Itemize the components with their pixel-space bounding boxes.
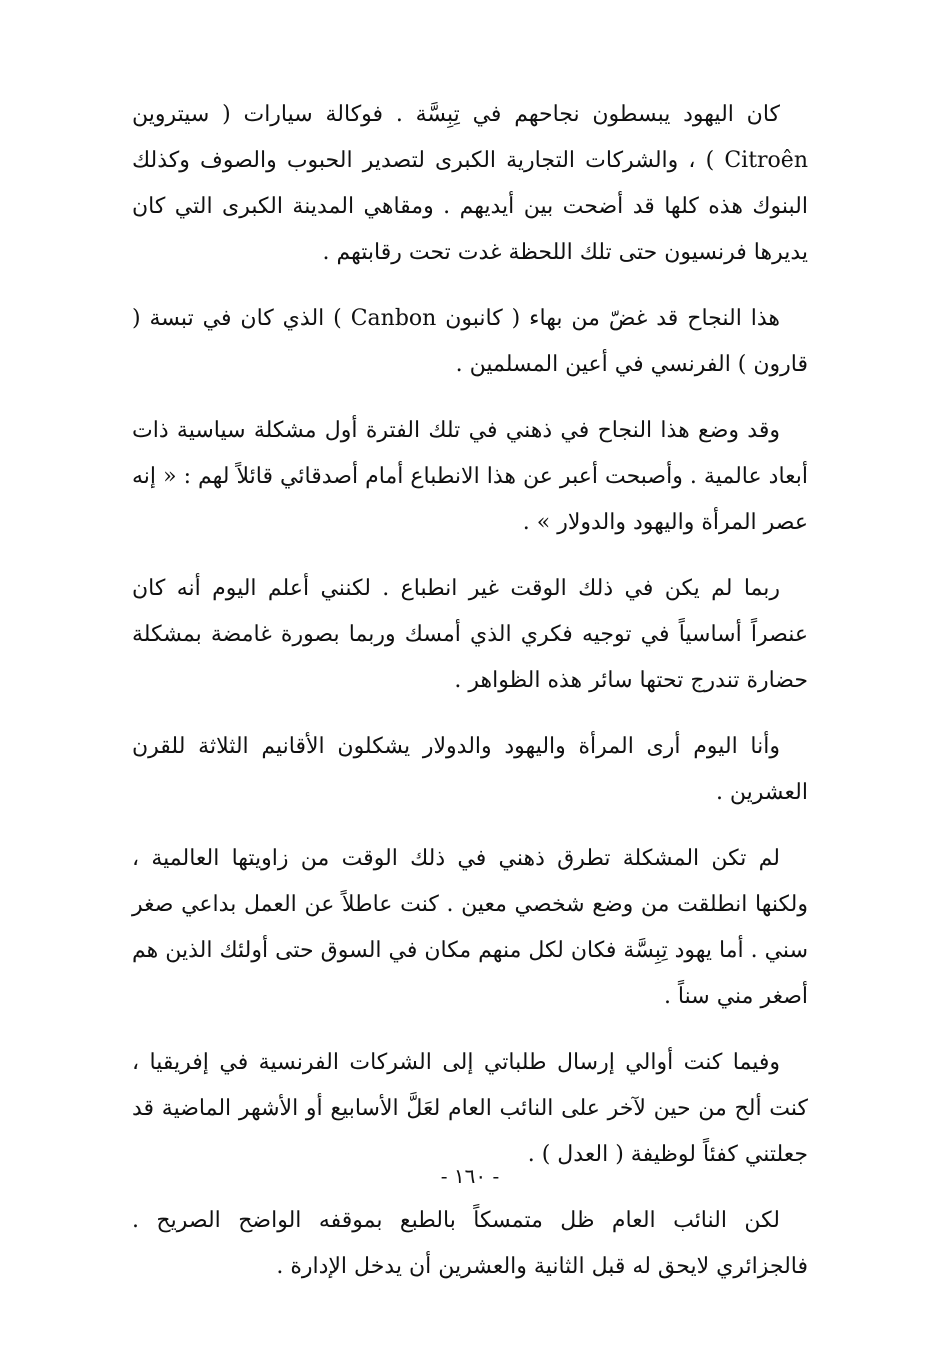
paragraph-1: كان اليهود يبسطون نجاحهم في تِبِسَّة . فوكالة سيارات ( سيتروين Citroên ) ، والشركات التجارية الكبرى لتصدير الحبوب والصوف وكذلك البنوك هذه كلها قد أضحت بين أيديهم . ومقاهي المدينة الكبرى التي كان يديرها فرنسيون حتى تلك اللحظة غدت تحت رقابتهم . xyxy=(132,102,808,265)
paragraph-6: لم تكن المشكلة تطرق ذهني في ذلك الوقت من زاويتها العالمية ، ولكنها انطلقت من وضع شخصي معين . كنت عاطلاً عن العمل بداعي صغر سني . أما يهود تِبِسَّة فكان لكل منهم مكان في السوق حتى أولئك الذين هم أصغر مني سناً . xyxy=(132,846,808,1009)
paragraph-8: لكن النائب العام ظل متمسكاً بالطبع بموقفه الواضح الصريح . فالجزائري لايحق له قبل الثانية والعشرين أن يدخل الإدارة . xyxy=(132,1208,808,1279)
paragraph-5: وأنا اليوم أرى المرأة واليهود والدولار يشكلون الأقانيم الثلاثة للقرن العشرين . xyxy=(132,734,808,805)
body-text xyxy=(132,92,808,1310)
paragraph-3: وقد وضع هذا النجاح في ذهني في تلك الفترة أول مشكلة سياسية ذات أبعاد عالمية . وأصبحت أعبر عن هذا الانطباع أمام أصدقائي قائلاً لهم : « إنه عصر المرأة واليهود والدولار » . xyxy=(132,418,808,535)
paragraph-7: وفيما كنت أوالي إرسال طلباتي إلى الشركات الفرنسية في إفريقيا ، كنت ألح من حين لآخر على النائب العام لعَلَّ الأسابيع أو الأشهر الماضية قد جعلتني كفئاً لوظيفة ( العدل ) . xyxy=(132,1050,808,1167)
page-number: - ١٦٠ - xyxy=(440,1164,500,1188)
paragraph-4: ربما لم يكن في ذلك الوقت غير انطباع . لكنني أعلم اليوم أنه كان عنصراً أساسياً في توجيه فكري الذي أمسك وربما بصورة غامضة بمشكلة حضارة تندرج تحتها سائر هذه الظواهر . xyxy=(132,576,808,693)
paragraph-2: هذا النجاح قد غضّ من بهاء ( كانبون Canbon ) الذي كان في تبسة ( قارون ) الفرنسي في أعين المسلمين . xyxy=(132,306,808,377)
